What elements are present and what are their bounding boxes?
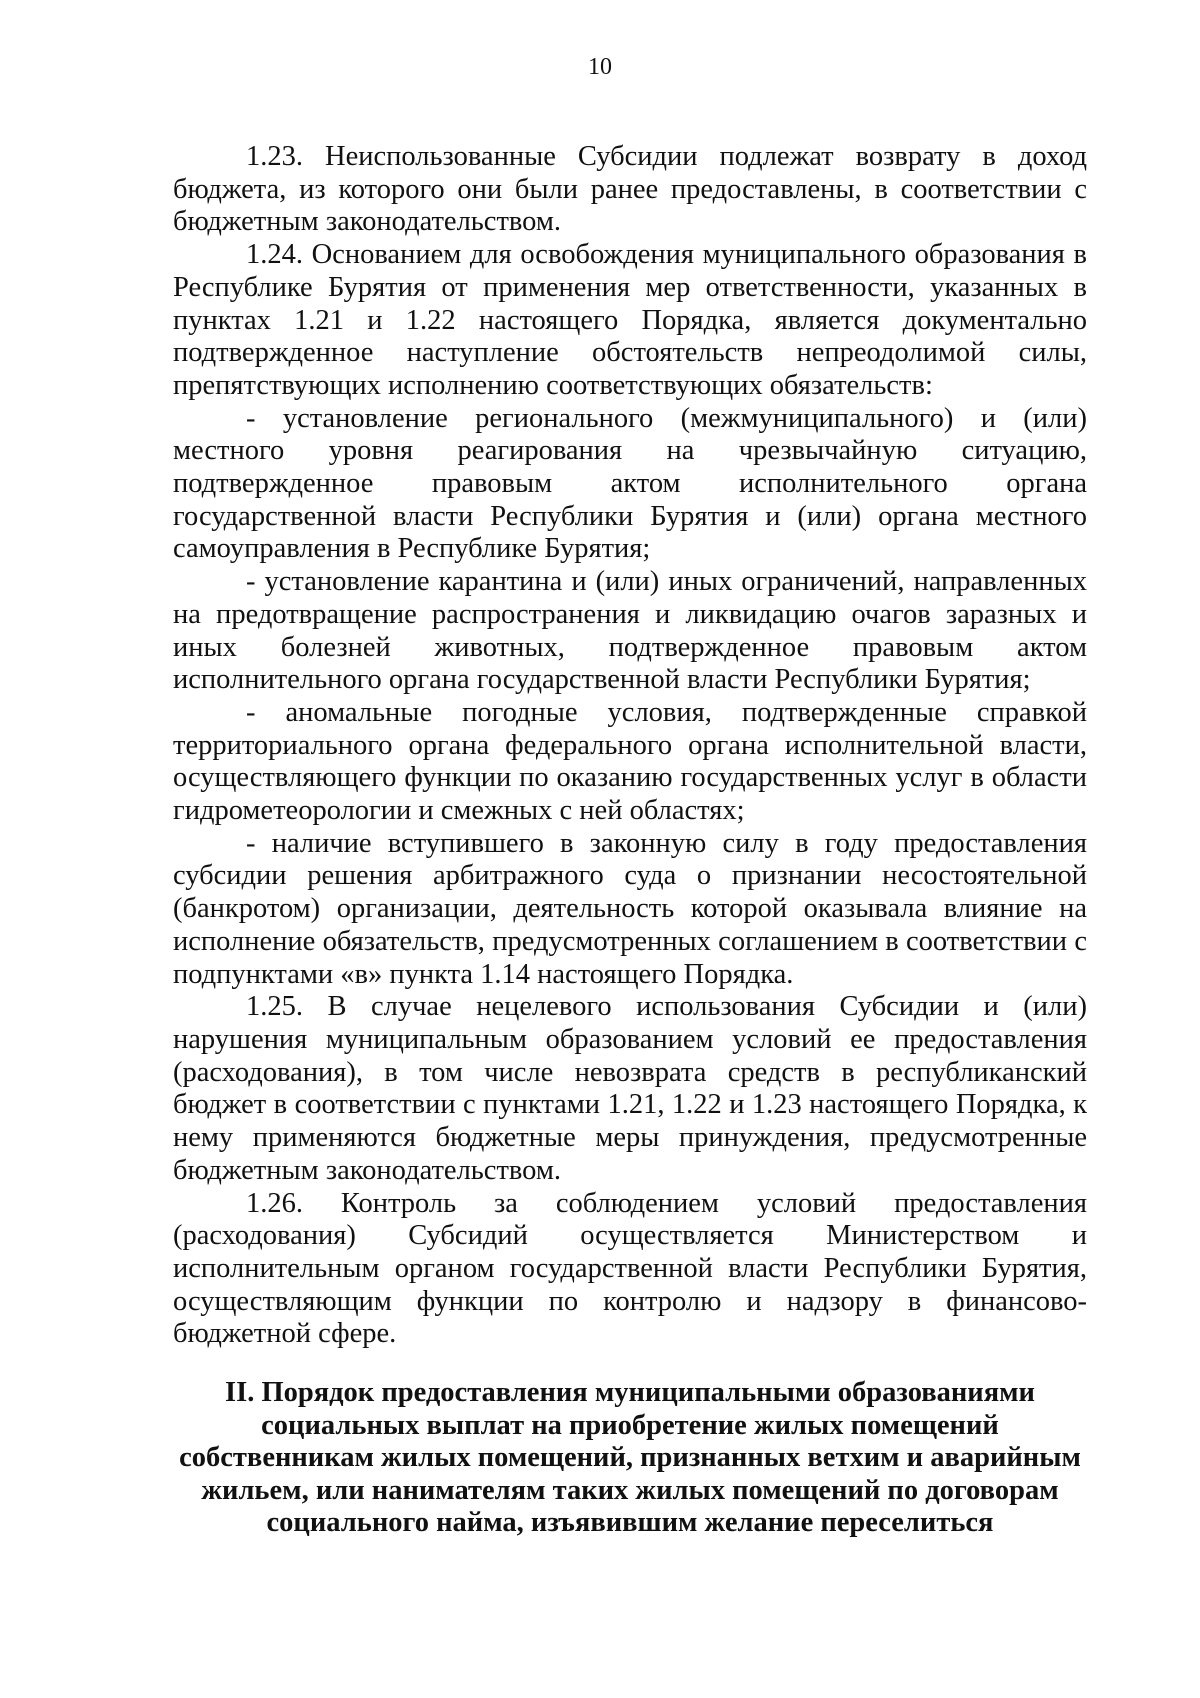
- paragraph-1-24: 1.24. Основанием для освобождения муниципального образования в Республике Бурятия от применения мер ответственности, указанных в пунктах 1.21 и 1.22 настоящего Порядка, является документально подтвержденное наступление обстоятельств непреодолимой силы, препятствующих исполнению соответствующих обязательств:: [173, 239, 1087, 401]
- document-body: [173, 141, 1087, 1351]
- list-item-quarantine: - установление карантина и (или) иных ограничений, направленных на предотвращение распространения и ликвидацию очагов заразных и иных болезней животных, подтвержденное правовым актом исполнительного органа государственной власти Республики Бурятия;: [173, 566, 1087, 696]
- list-item-bankruptcy: - наличие вступившего в законную силу в году предоставления субсидии решения арбитражного суда о признании несостоятельной (банкротом) организации, деятельность которой оказывала влияние на исполнение обязательств, предусмотренных соглашением в соответствии с подпунктами «в» пункта 1.14 настоящего Порядка.: [173, 827, 1087, 990]
- paragraph-1-26: 1.26. Контроль за соблюдением условий предоставления (расходования) Субсидий осуществляется Министерством и исполнительным органом государственной власти Республики Бурятия, осуществляющим функции по контролю и надзору в финансово-бюджетной сфере.: [173, 1187, 1087, 1350]
- section-heading: II. Порядок предоставления муниципальными образованиями социальных выплат на приобретение жилых помещений собственникам жилых помещений, признанных ветхим и аварийным жильем, или нанимателям таких жилых помещений по договорам социального найма, изъявившим желание переселиться: [179, 1377, 1081, 1538]
- page-number: 10: [588, 54, 612, 80]
- paragraph-1-25: 1.25. В случае нецелевого использования Субсидии и (или) нарушения муниципальным образованием условий ее предоставления (расходования), в том числе невозврата средств в республиканский бюджет в соответствии с пунктами 1.21, 1.22 и 1.23 настоящего Порядка, к нему применяются бюджетные меры принуждения, предусмотренные бюджетным законодательством.: [173, 991, 1087, 1186]
- paragraph-1-23: 1.23. Неиспользованные Субсидии подлежат возврату в доход бюджета, из которого они были ранее предоставлены, в соответствии с бюджетным законодательством.: [173, 141, 1087, 238]
- list-item-weather: - аномальные погодные условия, подтвержденные справкой территориального органа федерального органа исполнительной власти, осуществляющего функции по оказанию государственных услуг в области гидрометеорологии и смежных с ней областях;: [173, 696, 1087, 827]
- list-item-emergency: - установление регионального (межмуниципального) и (или) местного уровня реагирования на чрезвычайную ситуацию, подтвержденное правовым актом исполнительного органа государственной власти Республики Бурятия и (или) органа местного самоуправления в Республике Бурятия;: [173, 402, 1087, 565]
